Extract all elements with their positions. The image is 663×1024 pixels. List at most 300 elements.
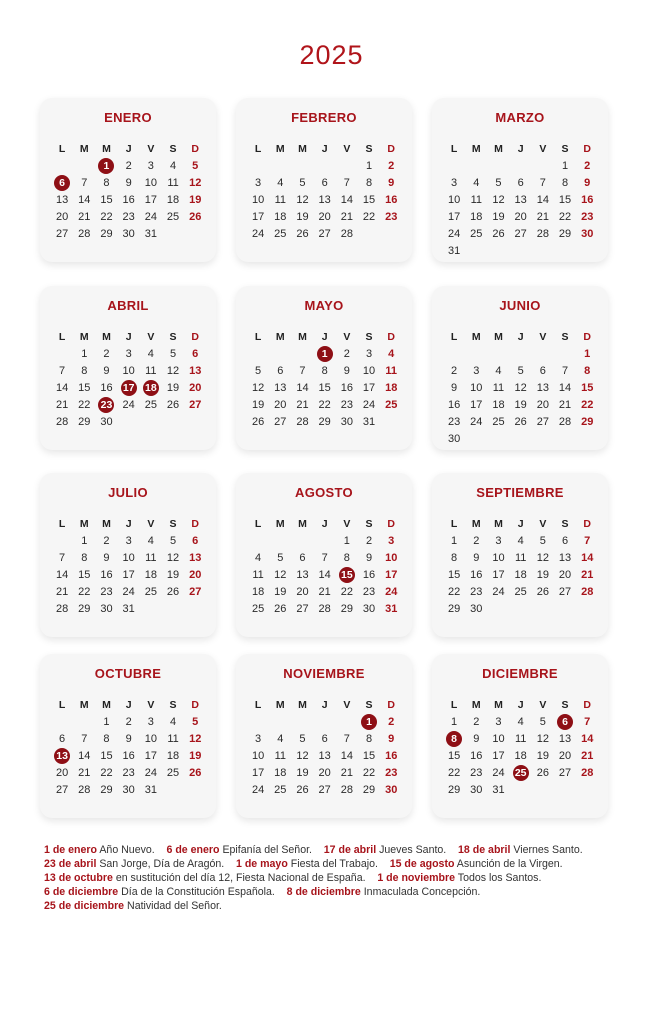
month-card-febrero: [236, 98, 412, 262]
day-cell: [95, 396, 117, 413]
day-cell: 21: [581, 568, 594, 581]
day-cell: 21: [581, 749, 594, 762]
day-cell: 21: [340, 210, 353, 223]
day-cell: 29: [100, 227, 113, 240]
holiday-marker: 6: [54, 175, 70, 191]
empty-cell: [510, 157, 532, 174]
holiday-date: 6 de enero: [166, 844, 220, 856]
weekday-header: J: [321, 698, 328, 711]
day-cell: 10: [144, 732, 157, 745]
month-card-mayo: [236, 286, 412, 450]
day-cell: 22: [362, 210, 376, 223]
day-cell: 29: [447, 783, 461, 796]
weekday-header: M: [471, 142, 481, 155]
day-cell: 10: [447, 193, 461, 206]
day-cell: 14: [340, 749, 353, 762]
day-cell: 19: [536, 568, 549, 581]
day-cell: 9: [125, 176, 132, 189]
day-cell: 13: [189, 364, 202, 377]
day-cell: 11: [470, 193, 482, 206]
day-cell: 24: [492, 585, 505, 598]
empty-cell: [140, 413, 162, 430]
day-cell: 4: [517, 715, 524, 728]
weekday-header: V: [147, 142, 155, 155]
day-cell: 20: [55, 210, 69, 223]
day-cell: [336, 566, 358, 583]
day-cell: [358, 713, 380, 730]
day-cell: 7: [561, 364, 569, 377]
day-cell: 7: [59, 364, 66, 377]
weekday-header: D: [583, 142, 592, 155]
day-cell: 19: [189, 193, 202, 206]
day-cell: 10: [385, 551, 398, 564]
day-cell: 27: [55, 227, 69, 240]
day-cell: 19: [492, 210, 505, 223]
holiday-description: Viernes Santo.: [510, 844, 583, 856]
holiday-date: 15 de agosto: [389, 858, 455, 870]
day-cell: 1: [81, 347, 88, 360]
day-cell: 27: [536, 415, 549, 428]
day-cell: 2: [473, 715, 480, 728]
day-cell: 16: [581, 193, 594, 206]
day-cell: 12: [296, 193, 309, 206]
note-line: [44, 899, 644, 913]
day-cell: 28: [296, 415, 309, 428]
weekday-header: V: [147, 517, 155, 530]
day-cell: 24: [470, 415, 483, 428]
day-cell: 30: [122, 783, 135, 796]
day-cell: 10: [492, 732, 505, 745]
month-days-table: [247, 328, 402, 430]
day-cell: 4: [517, 534, 524, 547]
day-cell: 12: [536, 551, 549, 564]
empty-cell: [487, 600, 509, 617]
month-days-table: [247, 515, 402, 617]
day-cell: 2: [388, 715, 395, 728]
weekday-header: S: [561, 517, 569, 530]
month-name: OCTUBRE: [94, 666, 162, 681]
day-cell: 29: [581, 415, 594, 428]
day-cell: [554, 713, 576, 730]
day-cell: 19: [296, 210, 309, 223]
day-cell: 13: [189, 551, 202, 564]
day-cell: 5: [517, 364, 524, 377]
weekday-header: L: [58, 698, 66, 711]
day-cell: 14: [340, 193, 353, 206]
day-cell: 28: [536, 227, 549, 240]
day-cell: 25: [492, 415, 505, 428]
day-cell: 24: [251, 227, 265, 240]
day-cell: 21: [296, 398, 309, 411]
month-card-marzo: [432, 98, 608, 262]
empty-cell: [269, 345, 291, 362]
day-cell: [443, 730, 465, 747]
weekday-header: L: [450, 142, 458, 155]
day-cell: 25: [274, 227, 287, 240]
empty-cell: [73, 713, 95, 730]
weekday-header: M: [494, 330, 503, 343]
day-cell: 24: [492, 766, 505, 779]
weekday-header: M: [79, 142, 89, 155]
day-cell: 9: [125, 732, 132, 745]
weekday-header: L: [254, 330, 262, 343]
day-cell: 18: [492, 398, 505, 411]
day-cell: 23: [122, 210, 135, 223]
day-cell: 26: [514, 415, 527, 428]
day-cell: 17: [385, 568, 398, 581]
day-cell: 5: [192, 715, 199, 728]
day-cell: 20: [55, 766, 69, 779]
day-cell: 31: [385, 602, 398, 615]
day-cell: 4: [277, 732, 284, 745]
day-cell: [314, 345, 336, 362]
empty-cell: [247, 157, 269, 174]
day-cell: 24: [447, 227, 461, 240]
month-card-julio: [40, 473, 216, 637]
day-cell: 23: [447, 415, 461, 428]
weekday-header: D: [387, 142, 396, 155]
empty-cell: [162, 225, 184, 242]
empty-cell: [291, 713, 313, 730]
day-cell: 7: [584, 715, 591, 728]
day-cell: 7: [81, 732, 88, 745]
holiday-date: 6 de diciembre: [44, 886, 119, 898]
day-cell: 13: [318, 193, 331, 206]
weekday-header: V: [147, 698, 155, 711]
day-cell: 7: [343, 176, 350, 189]
day-cell: 12: [514, 381, 527, 394]
day-cell: 6: [59, 732, 66, 745]
weekday-header: M: [102, 330, 111, 343]
empty-cell: [162, 781, 184, 798]
day-cell: 4: [147, 347, 154, 360]
day-cell: 7: [81, 176, 88, 189]
empty-cell: [51, 157, 73, 174]
weekday-header: S: [169, 330, 177, 343]
day-cell: 13: [55, 193, 69, 206]
weekday-header: V: [343, 698, 351, 711]
day-cell: 20: [558, 568, 572, 581]
empty-cell: [51, 345, 73, 362]
day-cell: 18: [514, 568, 527, 581]
day-cell: 18: [251, 585, 265, 598]
empty-cell: [269, 157, 291, 174]
day-cell: 23: [122, 766, 135, 779]
day-cell: 30: [581, 227, 594, 240]
weekday-header: M: [79, 330, 89, 343]
weekday-header: L: [58, 517, 66, 530]
day-cell: 19: [536, 749, 549, 762]
day-cell: 8: [321, 364, 328, 377]
day-cell: 30: [470, 783, 483, 796]
day-cell: 23: [581, 210, 594, 223]
weekday-header: D: [583, 698, 592, 711]
weekday-header: S: [561, 142, 569, 155]
weekday-header: M: [102, 698, 111, 711]
month-days-table: [51, 140, 206, 242]
day-cell: 12: [166, 364, 180, 377]
day-cell: 31: [447, 244, 461, 257]
day-cell: 21: [55, 585, 69, 598]
day-cell: 29: [318, 415, 331, 428]
empty-cell: [510, 600, 532, 617]
day-cell: 8: [451, 551, 458, 564]
day-cell: 17: [251, 766, 265, 779]
weekday-header: S: [365, 330, 373, 343]
day-cell: 14: [296, 381, 309, 394]
empty-cell: [465, 157, 487, 174]
day-cell: 9: [388, 732, 395, 745]
day-cell: 15: [100, 749, 113, 762]
day-cell: 17: [492, 568, 505, 581]
day-cell: 9: [451, 381, 458, 394]
day-cell: 6: [277, 364, 284, 377]
month-days-table: [51, 696, 206, 798]
day-cell: [140, 379, 162, 396]
day-cell: 3: [255, 176, 262, 189]
day-cell: 18: [470, 210, 483, 223]
day-cell: 7: [539, 176, 546, 189]
weekday-header: J: [125, 698, 132, 711]
holiday-marker: 23: [98, 397, 114, 413]
month-name: SEPTIEMBRE: [476, 485, 564, 500]
empty-cell: [269, 713, 291, 730]
weekday-header: D: [583, 330, 592, 343]
day-cell: 19: [166, 381, 180, 394]
day-cell: 6: [517, 176, 524, 189]
weekday-header: M: [298, 698, 307, 711]
day-cell: 24: [144, 210, 157, 223]
day-cell: 14: [581, 551, 594, 564]
weekday-header: S: [365, 698, 373, 711]
weekday-header: J: [517, 517, 524, 530]
day-cell: 3: [365, 347, 373, 360]
holiday-date: 18 de abril: [458, 844, 511, 856]
holiday-date: 1 de mayo: [235, 858, 288, 870]
weekday-header: S: [169, 698, 177, 711]
day-cell: 3: [495, 715, 502, 728]
day-cell: 28: [558, 415, 572, 428]
day-cell: 28: [78, 783, 91, 796]
month-name: NOVIEMBRE: [283, 666, 365, 681]
weekday-header: M: [298, 330, 307, 343]
day-cell: [510, 764, 532, 781]
day-cell: 15: [447, 749, 461, 762]
weekday-header: V: [343, 330, 351, 343]
empty-cell: [51, 532, 73, 549]
weekday-header: M: [471, 517, 481, 530]
day-cell: 16: [100, 381, 113, 394]
empty-cell: [487, 430, 509, 447]
day-cell: 2: [125, 159, 132, 172]
weekday-header: S: [561, 698, 569, 711]
holiday-description: Año Nuevo.: [97, 844, 167, 856]
day-cell: 22: [78, 585, 91, 598]
day-cell: 2: [365, 534, 373, 547]
day-cell: 26: [296, 783, 309, 796]
day-cell: 2: [343, 347, 350, 360]
empty-cell: [291, 345, 313, 362]
day-cell: 27: [274, 415, 287, 428]
day-cell: 12: [189, 176, 202, 189]
weekday-header: M: [275, 142, 285, 155]
weekday-header: L: [450, 698, 458, 711]
day-cell: 28: [78, 227, 91, 240]
empty-cell: [532, 345, 554, 362]
day-cell: 13: [558, 551, 572, 564]
day-cell: 12: [492, 193, 505, 206]
day-cell: 20: [514, 210, 527, 223]
empty-cell: [184, 600, 206, 617]
day-cell: 31: [362, 415, 376, 428]
day-cell: 17: [144, 749, 157, 762]
empty-cell: [465, 430, 487, 447]
holiday-marker: 1: [98, 158, 114, 174]
day-cell: 20: [318, 210, 331, 223]
day-cell: 11: [145, 364, 157, 377]
day-cell: 20: [189, 381, 202, 394]
day-cell: 23: [470, 766, 483, 779]
day-cell: 26: [536, 585, 549, 598]
empty-cell: [314, 532, 336, 549]
day-cell: 16: [470, 749, 483, 762]
day-cell: 3: [147, 715, 154, 728]
day-cell: 30: [100, 602, 113, 615]
day-cell: 6: [321, 732, 328, 745]
holiday-marker: 1: [317, 346, 333, 362]
day-cell: 11: [274, 193, 286, 206]
day-cell: 13: [536, 381, 549, 394]
day-cell: 24: [144, 766, 157, 779]
weekday-header: D: [583, 517, 592, 530]
day-cell: 11: [514, 551, 527, 564]
day-cell: 1: [81, 534, 88, 547]
empty-cell: [487, 157, 509, 174]
day-cell: 24: [122, 398, 135, 411]
month-card-octubre: [40, 654, 216, 818]
day-cell: 1: [103, 715, 110, 728]
empty-cell: [554, 242, 576, 259]
day-cell: 14: [558, 381, 572, 394]
day-cell: 15: [362, 749, 376, 762]
day-cell: 29: [447, 602, 461, 615]
day-cell: 11: [492, 381, 505, 394]
day-cell: 18: [274, 210, 287, 223]
day-cell: 26: [536, 766, 549, 779]
day-cell: 8: [584, 364, 591, 377]
empty-cell: [510, 345, 532, 362]
day-cell: 2: [473, 534, 480, 547]
empty-cell: [118, 413, 140, 430]
day-cell: 8: [365, 732, 373, 745]
empty-cell: [336, 157, 358, 174]
day-cell: 15: [100, 193, 113, 206]
empty-cell: [184, 413, 206, 430]
day-cell: 17: [362, 381, 376, 394]
day-cell: 9: [365, 551, 373, 564]
weekday-header: S: [561, 330, 569, 343]
day-cell: 26: [251, 415, 265, 428]
day-cell: 8: [81, 364, 88, 377]
empty-cell: [465, 242, 487, 259]
day-cell: 30: [447, 432, 461, 445]
empty-cell: [510, 781, 532, 798]
holiday-description: San Jorge, Día de Aragón.: [96, 858, 236, 870]
day-cell: 19: [274, 585, 287, 598]
empty-cell: [314, 157, 336, 174]
empty-cell: [336, 713, 358, 730]
day-cell: 5: [539, 715, 546, 728]
day-cell: 30: [470, 602, 483, 615]
weekday-header: D: [387, 330, 396, 343]
day-cell: 16: [470, 568, 483, 581]
day-cell: 8: [561, 176, 569, 189]
day-cell: 3: [125, 534, 132, 547]
empty-cell: [510, 430, 532, 447]
day-cell: 13: [318, 749, 331, 762]
day-cell: 12: [189, 732, 202, 745]
empty-cell: [291, 532, 313, 549]
weekday-header: M: [102, 142, 111, 155]
weekday-header: V: [539, 698, 547, 711]
weekday-header: M: [102, 517, 111, 530]
holiday-date: 17 de abril: [323, 844, 377, 856]
day-cell: 3: [473, 364, 480, 377]
day-cell: 25: [251, 602, 265, 615]
holiday-description: Natividad del Señor.: [124, 900, 222, 912]
day-cell: 23: [470, 585, 483, 598]
weekday-header: M: [494, 517, 503, 530]
day-cell: 18: [144, 568, 157, 581]
day-cell: [51, 174, 73, 191]
day-cell: 4: [388, 347, 395, 360]
day-cell: 19: [296, 766, 309, 779]
weekday-header: J: [125, 517, 132, 530]
day-cell: 26: [492, 227, 505, 240]
month-card-noviembre: [236, 654, 412, 818]
day-cell: 24: [122, 585, 135, 598]
day-cell: 23: [385, 210, 398, 223]
day-cell: 17: [470, 398, 483, 411]
weekday-header: J: [125, 330, 132, 343]
day-cell: 10: [251, 193, 265, 206]
day-cell: 18: [166, 749, 180, 762]
day-cell: 14: [536, 193, 549, 206]
note-line: [44, 885, 644, 899]
holiday-description: en sustitución del día 12, Fiesta Nacional de España.: [112, 872, 378, 884]
weekday-header: M: [275, 698, 285, 711]
day-cell: 18: [166, 193, 180, 206]
day-cell: 28: [55, 415, 69, 428]
weekday-header: J: [125, 142, 132, 155]
weekday-header: S: [169, 142, 177, 155]
holiday-marker: 25: [513, 765, 529, 781]
empty-cell: [184, 225, 206, 242]
holiday-marker: 8: [446, 731, 462, 747]
day-cell: 11: [167, 732, 179, 745]
empty-cell: [532, 242, 554, 259]
month-days-table: [443, 328, 598, 447]
day-cell: 6: [321, 176, 328, 189]
day-cell: 5: [277, 551, 284, 564]
empty-cell: [576, 430, 598, 447]
day-cell: 25: [166, 210, 180, 223]
empty-cell: [487, 242, 509, 259]
day-cell: 26: [296, 227, 309, 240]
day-cell: 22: [558, 210, 572, 223]
day-cell: 11: [274, 749, 286, 762]
holiday-marker: 15: [339, 567, 355, 583]
